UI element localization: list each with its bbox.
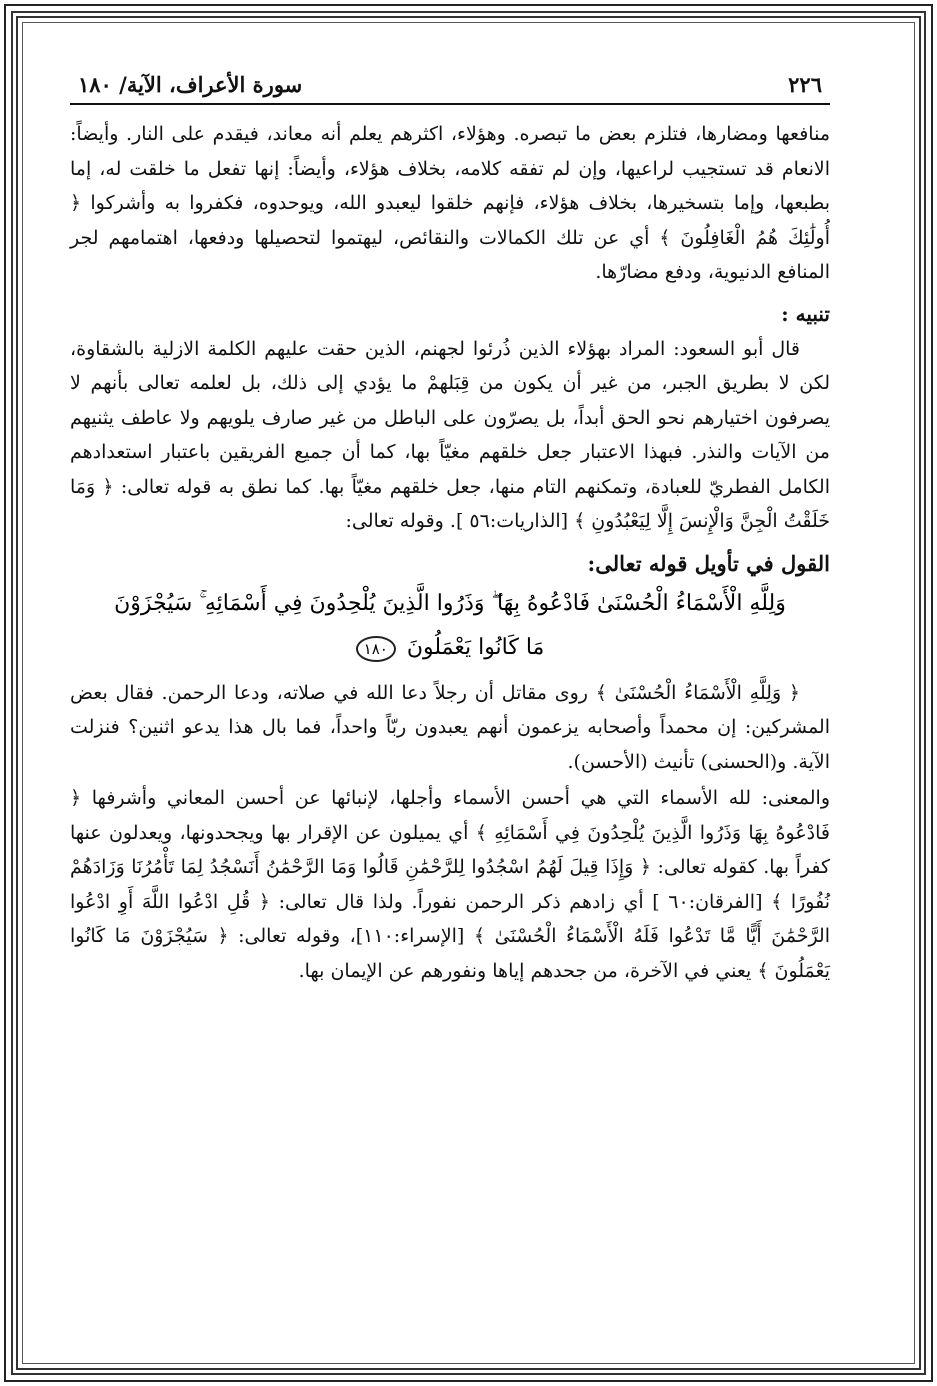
page-number: ٢٢٦ [788,72,822,97]
page-content [70,72,830,1312]
running-header [70,72,830,105]
verse-number-badge: ١٨٠ [356,636,396,662]
paragraph-intro: منافعها ومضارها، فتلزم بعض ما تبصره. وهؤلاء، اكثرهم يعلم أنه معاند، فيقدم على النار. وأيضاً: الانعام قد تستجيب لراعيها، وإن لم تفقه كلامه، بخلاف هؤلاء، وأيضاً: إنها تفعل ما خلقت له، إما بطبعها، وإما بتسخيرها، بخلاف هؤلاء، فإنهم خلقوا ليعبدو الله، ويوحدوه، فكفروا به وأشركوا ﴿ أُولَٰئِكَ هُمُ الْغَافِلُونَ ﴾ أي عن تلك الكمالات والنقائص، ليهتموا لتحصيلها ودفعها، اهتمامهم لجر المنافع الدنيوية، ودفع مضارّها. [70,123,830,283]
notice-heading: تنبيه : [781,301,830,326]
paragraph-notice: قال أبو السعود: المراد بهؤلاء الذين ذُرئوا لجهنم، الذين حقت عليهم الكلمة الازلية بالشقاوة، لكن لا بطريق الجبر، من غير أن يكون من قِبَلهمْ ما يؤدي إلى ذلك، بل لعلمه تعالى بأنهم لا يصرفون اختيارهم نحو الحق أبداً، بل يصرّون على الباطل من غير صارف يلويهم ولا عاطف يثنيهم من الآيات والنذر. فبهذا الاعتبار جعل خلقهم مغيّاً بها، كما أن جميع الفريقين باعتبار استعدادهم الكامل الفطريّ للعبادة، وتمكنهم التام منها، جعل خلقهم مغيّاً بها. كما نطق به قوله تعالى: ﴿ وَمَا خَلَقْتُ الْجِنَّ وَالْإِنسَ إِلَّا لِيَعْبُدُونِ ﴾ [الذاريات:٥٦ ]. وقوله تعالى: [70,337,830,532]
surah-title: سورة الأعراف، الآية/ ١٨٠ [78,72,303,97]
quran-verse [70,582,830,670]
verse-line-1: وَلِلَّهِ الْأَسْمَاءُ الْحُسْنَىٰ فَادْعُوهُ بِهَا ۖ وَذَرُوا الَّذِينَ يُلْحِدُونَ فِي أَسْمَائِهِ ۚ سَيُجْزَوْنَ [114,590,786,616]
verse-line-2: مَا كَانُوا يَعْمَلُونَ [406,634,545,660]
paragraph-tafsir-2: والمعنى: لله الأسماء التي هي أحسن الأسماء وأجلها، لإنبائها عن أحسن المعاني وأشرفها ﴿ فَادْعُوهُ بِهَا وَذَرُوا الَّذِينَ يُلْحِدُونَ فِي أَسْمَائِهِ ﴾ أي يميلون عن الإقرار بها ويجحدونها، ويعدلون عنها كفراً بها. كقوله تعالى: ﴿ وَإِذَا قِيلَ لَهُمُ اسْجُدُوا لِلرَّحْمَٰنِ قَالُوا وَمَا الرَّحْمَٰنُ أَنَسْجُدُ لِمَا تَأْمُرُنَا وَزَادَهُمْ نُفُورًا ﴾ [الفرقان:٦٠ ] أي زادهم ذكر الرحمن نفوراً. ولذا قال تعالى: ﴿ قُلِ ادْعُوا اللَّهَ أَوِ ادْعُوا الرَّحْمَٰنَ أَيًّا مَّا تَدْعُوا فَلَهُ الْأَسْمَاءُ الْحُسْنَىٰ ﴾ [الإسراء:١١٠]، وقوله تعالى: ﴿ سَيُجْزَوْنَ مَا كَانُوا يَعْمَلُونَ ﴾ يعني في الآخرة، من جحدهم إياها ونفورهم عن الإيمان بها. [70,787,830,982]
paragraph-tafsir-1: ﴿ وَلِلَّهِ الْأَسْمَاءُ الْحُسْنَىٰ ﴾ روى مقاتل أن رجلاً دعا الله في صلاته، ودعا الرحمن. فقال بعض المشركين: إن محمداً وأصحابه يزعمون أنهم يعبدون ربّاً واحداً، فما بال هذا يدعو اثنين؟ فنزلت الآية. و(الحسنى) تأنيث (الأحسن). [70,681,830,773]
verse-line-2-wrap [70,626,830,670]
section-heading: القول في تأويل قوله تعالى: [587,550,830,576]
